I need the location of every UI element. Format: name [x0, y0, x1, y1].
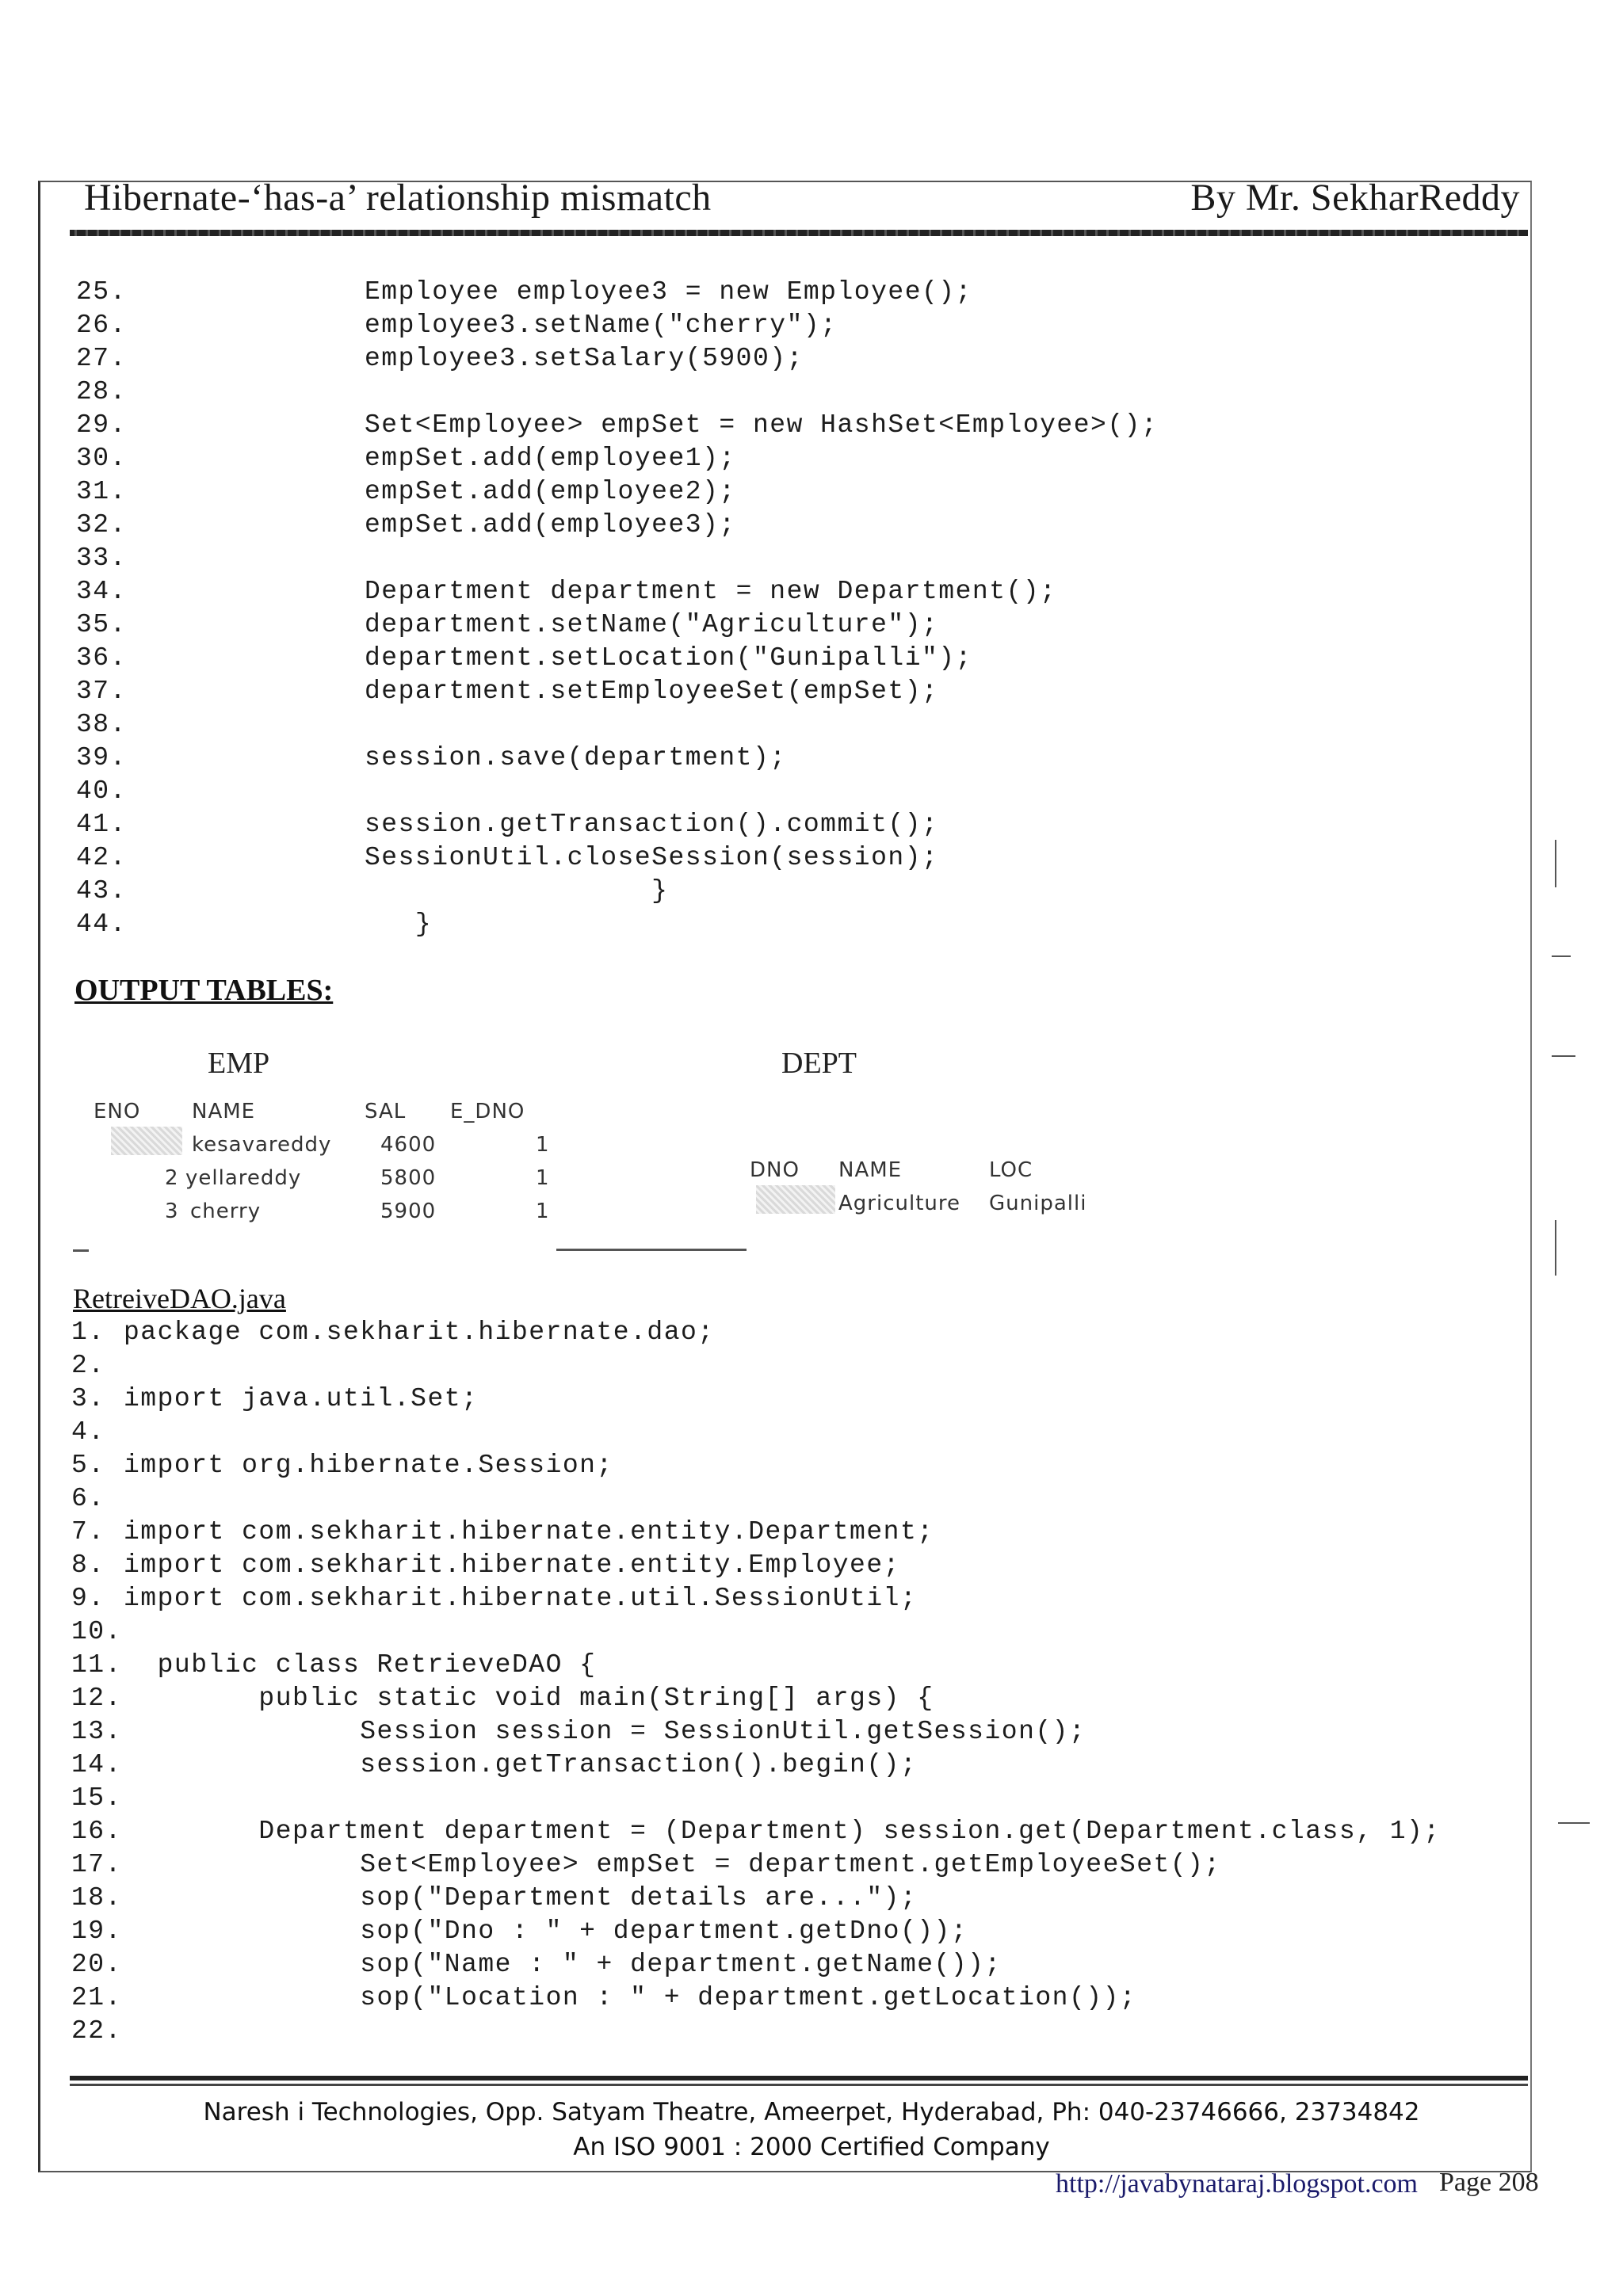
code-text: public class RetrieveDAO {	[124, 1650, 597, 1680]
emp-name-3: cherry	[190, 1199, 262, 1223]
code-text: employee3.setSalary(5900);	[365, 344, 804, 373]
code-line	[76, 908, 1158, 941]
code-line	[71, 1715, 1441, 1749]
code-line	[71, 1782, 1441, 1815]
dept-table	[750, 1155, 1130, 1234]
code-text: }	[365, 910, 433, 939]
code-line	[76, 642, 1158, 675]
emp-header-sal: SAL	[365, 1100, 407, 1123]
table-underline-mark	[73, 1249, 89, 1252]
code-text: sop("Location : " + department.getLocation());	[124, 1983, 1137, 2012]
code-line	[71, 1682, 1441, 1715]
author-label: By Mr. SekharReddy	[1190, 177, 1520, 219]
line-number: 31.	[76, 477, 127, 506]
dept-header-loc: LOC	[989, 1158, 1033, 1182]
dept-header-name: NAME	[838, 1158, 903, 1182]
line-number: 40.	[76, 776, 127, 806]
code-text: sop("Name : " + department.getName());	[124, 1950, 1002, 1979]
line-number: 16.	[71, 1817, 122, 1846]
line-number: 35.	[76, 610, 127, 639]
line-number: 44.	[76, 910, 127, 939]
scan-edge-mark	[1552, 955, 1571, 957]
code-text: session.getTransaction().begin();	[124, 1750, 918, 1779]
line-number: 34.	[76, 577, 127, 606]
code-line	[71, 1582, 1441, 1615]
code-line	[71, 1615, 1441, 1649]
code-line	[71, 1416, 1441, 1449]
code-text: department.setEmployeeSet(empSet);	[365, 677, 939, 706]
line-number: 28.	[76, 377, 127, 406]
line-number: 29.	[76, 410, 127, 440]
line-number: 32.	[76, 510, 127, 540]
code-line	[76, 509, 1158, 542]
line-number: 26.	[76, 311, 127, 340]
scan-edge-mark	[1555, 1220, 1556, 1276]
code-line	[71, 1649, 1441, 1682]
footer-certification: An ISO 9001 : 2000 Certified Company	[573, 2133, 1050, 2161]
code-text: Session session = SessionUtil.getSession();	[124, 1717, 1086, 1746]
line-number: 37.	[76, 677, 127, 706]
footer-company-address: Naresh i Technologies, Opp. Satyam Theatre, Ameerpet, Hyderabad, Ph: 040-23746666, 23734842	[203, 2098, 1420, 2126]
code-text: session.save(department);	[365, 743, 787, 772]
code-line	[71, 1383, 1441, 1416]
emp-name-1: kesavareddy	[192, 1133, 332, 1157]
code-line	[76, 841, 1158, 875]
code-line	[76, 342, 1158, 376]
line-number: 17.	[71, 1850, 122, 1879]
code-text: sop("Dno : " + department.getDno());	[124, 1917, 968, 1946]
line-number: 43.	[76, 876, 127, 906]
scan-edge-mark	[1555, 840, 1556, 887]
line-number: 13.	[71, 1717, 122, 1746]
code-text: empSet.add(employee2);	[365, 477, 736, 506]
line-number: 6.	[71, 1484, 105, 1513]
emp-dno-3: 1	[536, 1199, 550, 1223]
redacted-cell	[111, 1127, 182, 1155]
code-listing-retrieve-dao	[71, 1316, 1441, 2048]
emp-header-dno: E_DNO	[450, 1100, 525, 1123]
code-text: public static void main(String[] args) {	[124, 1684, 934, 1713]
code-line	[76, 742, 1158, 775]
line-number: 22.	[71, 2016, 122, 2046]
dept-header-dno: DNO	[750, 1158, 800, 1182]
code-line	[76, 442, 1158, 475]
line-number: 15.	[71, 1783, 122, 1813]
line-number: 18.	[71, 1883, 122, 1913]
code-line	[76, 808, 1158, 841]
code-line	[71, 1815, 1441, 1848]
line-number: 10.	[71, 1617, 122, 1646]
line-number: 14.	[71, 1750, 122, 1779]
code-text: department.setLocation("Gunipalli");	[365, 643, 972, 673]
code-line	[71, 1915, 1441, 1948]
line-number: 1.	[71, 1318, 105, 1347]
code-line	[71, 1749, 1441, 1782]
page-title: Hibernate-‘has-a’ relationship mismatch	[84, 177, 712, 219]
line-number: 19.	[71, 1917, 122, 1946]
line-number: 7.	[71, 1517, 105, 1547]
code-text: empSet.add(employee1);	[365, 444, 736, 473]
footer-divider-thin	[70, 2084, 1528, 2086]
code-line	[76, 575, 1158, 608]
footer-divider	[70, 2076, 1528, 2081]
emp-dno-2: 1	[536, 1166, 550, 1190]
line-number: 12.	[71, 1684, 122, 1713]
code-line	[71, 1848, 1441, 1882]
emp-table	[89, 1095, 564, 1238]
output-tables-heading: OUTPUT TABLES:	[74, 974, 334, 1007]
emp-sal-1: 4600	[380, 1133, 437, 1157]
emp-eno-2: 2	[165, 1166, 179, 1190]
code-text: employee3.setName("cherry");	[365, 311, 838, 340]
line-number: 39.	[76, 743, 127, 772]
code-line	[76, 409, 1158, 442]
code-text: Department department = (Department) session.get(Department.class, 1);	[124, 1817, 1441, 1846]
code-text: Department department = new Department();	[365, 577, 1057, 606]
line-number: 21.	[71, 1983, 122, 2012]
line-number: 20.	[71, 1950, 122, 1979]
code-line	[76, 376, 1158, 409]
code-line	[76, 475, 1158, 509]
code-text: import java.util.Set;	[124, 1384, 479, 1413]
emp-header-name: NAME	[192, 1100, 256, 1123]
line-number: 25.	[76, 277, 127, 307]
dept-table-title: DEPT	[781, 1047, 857, 1080]
code-line	[71, 1316, 1441, 1349]
code-text: package com.sekharit.hibernate.dao;	[124, 1318, 715, 1347]
code-listing-continued	[76, 276, 1158, 941]
line-number: 4.	[71, 1417, 105, 1447]
code-text: empSet.add(employee3);	[365, 510, 736, 540]
header-divider	[70, 230, 1528, 236]
code-text: import com.sekharit.hibernate.entity.Department;	[124, 1517, 934, 1547]
code-text: import com.sekharit.hibernate.entity.Employee;	[124, 1550, 900, 1580]
code-line	[76, 542, 1158, 575]
scan-edge-mark	[1552, 1055, 1575, 1057]
code-line	[71, 2015, 1441, 2048]
emp-header-eno: ENO	[94, 1100, 141, 1123]
code-line	[76, 309, 1158, 342]
code-text: session.getTransaction().commit();	[365, 810, 939, 839]
code-line	[71, 1516, 1441, 1549]
line-number: 36.	[76, 643, 127, 673]
code-line	[76, 875, 1158, 908]
code-text: SessionUtil.closeSession(session);	[365, 843, 939, 872]
redacted-cell	[756, 1185, 835, 1214]
footer-url-link[interactable]: http://javabynataraj.blogspot.com	[1056, 2169, 1419, 2199]
line-number: 8.	[71, 1550, 105, 1580]
line-number: 33.	[76, 543, 127, 573]
line-number: 38.	[76, 710, 127, 739]
code-line	[71, 1882, 1441, 1915]
line-number: 3.	[71, 1384, 105, 1413]
emp-sal-2: 5800	[380, 1166, 437, 1190]
scan-edge-mark	[1558, 1822, 1590, 1824]
emp-dno-1: 1	[536, 1133, 550, 1157]
line-number: 30.	[76, 444, 127, 473]
retrieve-dao-heading: RetreiveDAO.java	[73, 1283, 286, 1314]
code-text: }	[365, 876, 669, 906]
code-line	[76, 276, 1158, 309]
code-line	[71, 1948, 1441, 1981]
code-text: sop("Department details are...");	[124, 1883, 918, 1913]
code-line	[71, 1449, 1441, 1482]
emp-sal-3: 5900	[380, 1199, 437, 1223]
code-line	[76, 708, 1158, 742]
line-number: 2.	[71, 1351, 105, 1380]
code-line	[76, 608, 1158, 642]
page-number: Page 208	[1439, 2168, 1539, 2197]
code-text: Set<Employee> empSet = department.getEmployeeSet();	[124, 1850, 1221, 1879]
code-line	[71, 1349, 1441, 1383]
line-number: 9.	[71, 1584, 105, 1613]
code-line	[76, 775, 1158, 808]
dept-loc-1: Gunipalli	[989, 1192, 1087, 1215]
code-text: Set<Employee> empSet = new HashSet<Employee>();	[365, 410, 1159, 440]
emp-name-2: yellareddy	[185, 1166, 302, 1190]
emp-eno-3: 3	[165, 1199, 179, 1223]
code-text: Employee employee3 = new Employee();	[365, 277, 972, 307]
code-text: department.setName("Agriculture");	[365, 610, 939, 639]
code-text: import org.hibernate.Session;	[124, 1451, 613, 1480]
code-text: import com.sekharit.hibernate.util.SessionUtil;	[124, 1584, 918, 1613]
line-number: 11.	[71, 1650, 122, 1680]
emp-table-title: EMP	[208, 1047, 270, 1080]
code-line	[76, 675, 1158, 708]
code-line	[71, 1482, 1441, 1516]
code-line	[71, 1549, 1441, 1582]
line-number: 27.	[76, 344, 127, 373]
table-underline-mark	[556, 1249, 747, 1251]
line-number: 41.	[76, 810, 127, 839]
line-number: 5.	[71, 1451, 105, 1480]
code-line	[71, 1981, 1441, 2015]
line-number: 42.	[76, 843, 127, 872]
dept-name-1: Agriculture	[838, 1192, 960, 1215]
